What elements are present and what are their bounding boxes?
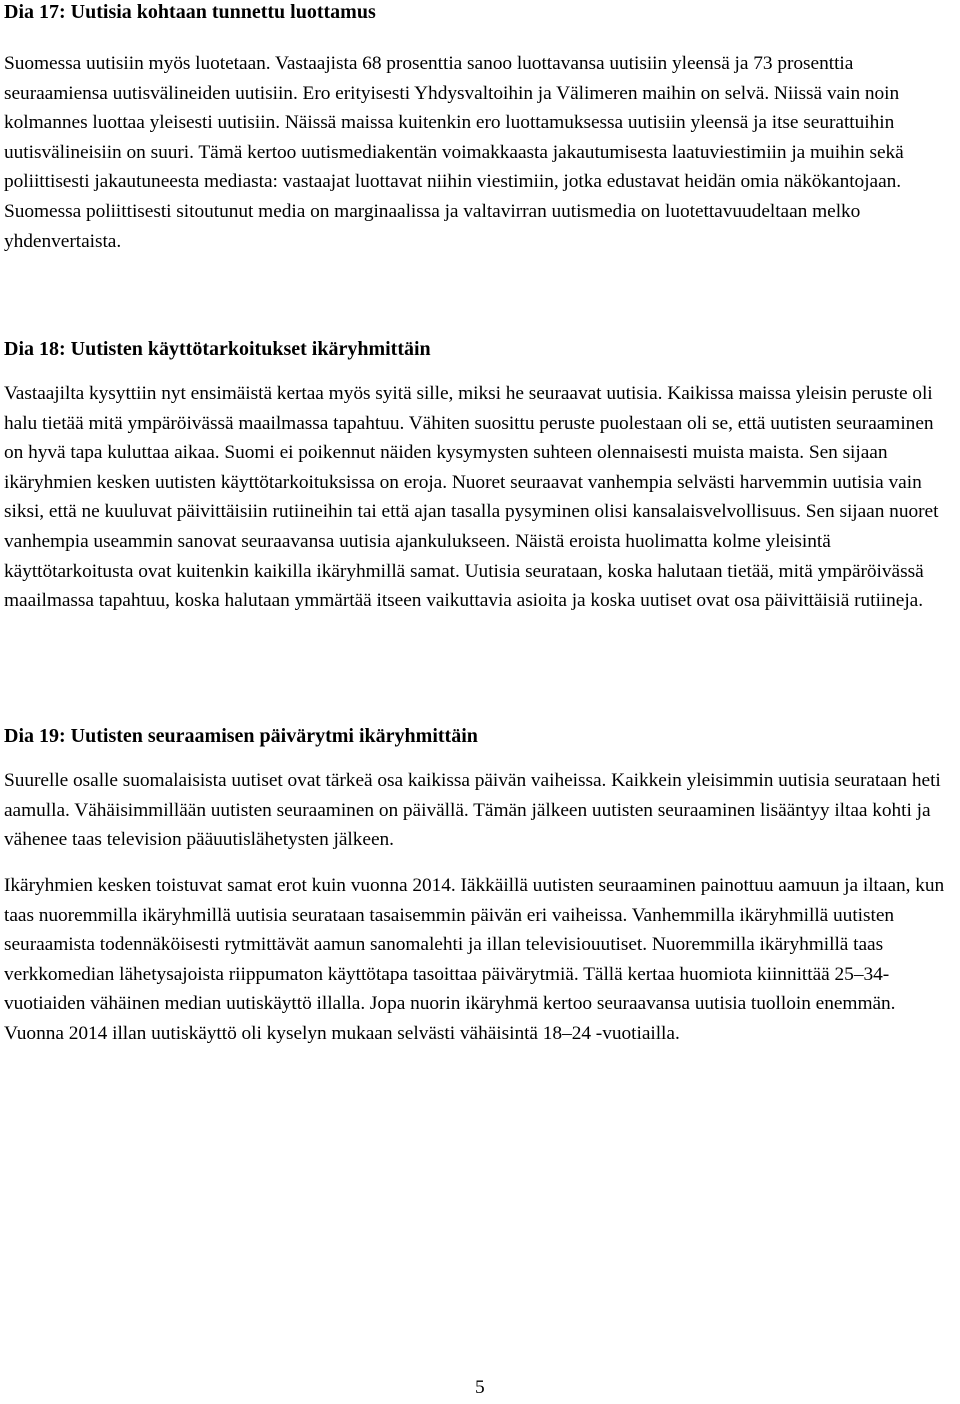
section-heading: Dia 18: Uutisten käyttötarkoitukset ikäryhmittäin: [4, 338, 431, 360]
section-heading: Dia 19: Uutisten seuraamisen päivärytmi ikäryhmittäin: [4, 725, 478, 747]
section-paragraph: Ikäryhmien kesken toistuvat samat erot kuin vuonna 2014. Iäkkäillä uutisten seuraaminen painottuu aamuun ja iltaan, kun taas nuoremmilla ikäryhmillä uutisia seurataan tasaisemmin päivän eri vaiheissa. Vanhemmilla ikäryhmillä uutisten seuraamista todennäköisesti rytmittävät aamun sanomalehti ja illan televisiouutiset. Nuoremmilla ikäryhmillä taas verkkomedian lähetysajoista riippumaton käyttötapa tasoittaa päivärytmiä. Tällä kertaa huomiota kiinnittää 25–34-vuotiaiden vähäinen median uutiskäyttö illalla. Jopa nuorin ikäryhmä kertoo seuraavansa uutisia tuolloin enemmän. Vuonna 2014 illan uutiskäyttö oli kyselyn mukaan selvästi vähäisintä 18–24 -vuotiailla.: [4, 875, 945, 1044]
section-paragraph: Suurelle osalle suomalaisista uutiset ovat tärkeä osa kaikissa päivän vaiheissa. Kaikkein yleisimmin uutisia seurataan heti aamulla. Vähäisimmillään uutisten seuraaminen on päivällä. Tämän jälkeen uutisten seuraaminen lisääntyy iltaa kohti ja vähenee taas television pääuutislähetysten jälkeen.: [4, 770, 941, 851]
section-paragraph: Vastaajilta kysyttiin nyt ensimäistä kertaa myös syitä sille, miksi he seuraavat uutisia. Kaikissa maissa yleisin peruste oli halu tietää mitä ympäröivässä maailmassa tapahtuu. Vähiten suosittu peruste puolestaan oli se, että uutisten seuraaminen on hyvä tapa kuluttaa aikaa. Suomi ei poikennut näiden kysymysten suhteen olennaisesti muista maista. Sen sijaan ikäryhmien kesken uutisten käyttötarkoituksissa on eroja. Nuoret seuraavat vanhempia selvästi harvemmin uutisia vain siksi, että ne kuuluvat päivittäisiin rutiineihin tai että ajan tasalla pysyminen olisi kansalaisvelvollisuus. Sen sijaan nuoret vanhempia useammin sanovat seuraavansa uutisia ajankulukseen. Näistä eroista huolimatta kolme yleisintä käyttötarkoitusta ovat kuitenkin kaikilla ikäryhmillä samat. Uutisia seurataan, koska halutaan tietää, mitä ympäröivässä maailmassa tapahtuu, koska halutaan ymmärtää itseen vaikuttavia asioita ja koska uutiset ovat osa päivittäisiä rutiineja.: [4, 383, 939, 612]
section-paragraph: Suomessa uutisiin myös luotetaan. Vastaajista 68 prosenttia sanoo luottavansa uutisiin yleensä ja 73 prosenttia seuraamiensa uutisvälineiden uutisiin. Ero erityisesti Yhdysvaltoihin ja Välimeren maihin on selvä. Niissä vain noin kolmannes luottaa yleisesti uutisiin. Näissä maissa kuitenkin ero luottamuksessa uutisiin yleensä ja itse seurattuihin uutisvälineisiin on suuri. Tämä kertoo uutismediakentän voimakkaasta jakautumisesta laatuviestimiin ja muihin sekä poliittisesti jakautuneesta mediasta: vastaajat luottavat niihin viestimiin, jotka edustavat heidän omia näkökantojaan. Suomessa poliittisesti sitoutunut media on marginaalissa ja valtavirran uutismedia on luotettavuudeltaan melko yhdenvertaista.: [4, 53, 904, 252]
section-heading: Dia 17: Uutisia kohtaan tunnettu luottamus: [4, 1, 376, 23]
page-number: 5: [475, 1377, 485, 1398]
